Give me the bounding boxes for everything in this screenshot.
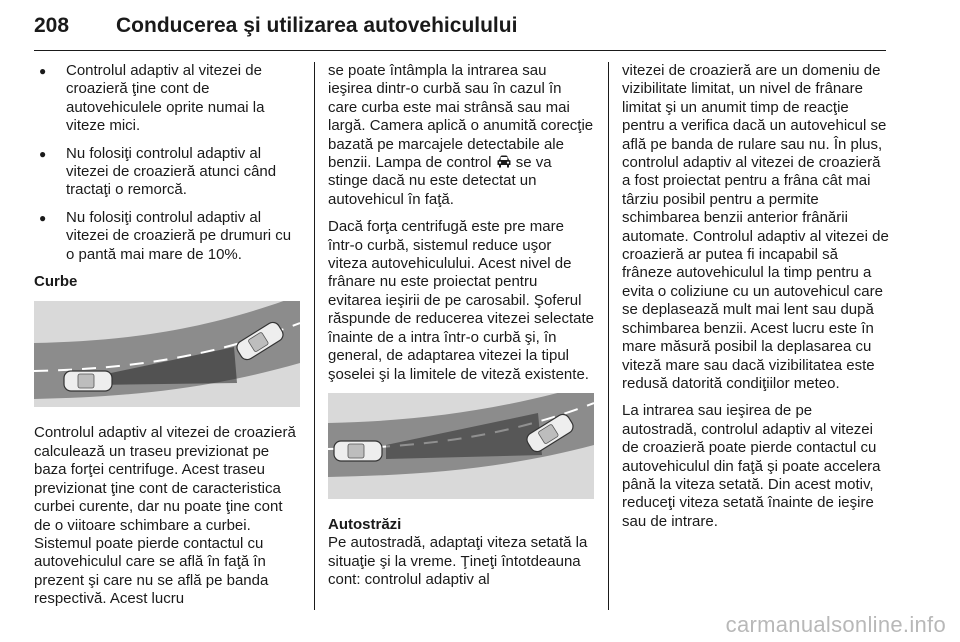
curve-illustration-svg [34,301,300,407]
curve-illustration [328,393,594,499]
bullet-item: ● Nu folosiţi controlul adaptiv al vitezei de croazieră atunci când tractaţi o remorcă. [34,145,300,200]
paragraph: Controlul adaptiv al vitezei de croazieră calculează un traseu previzionat pe baza forţei centrifuge. Acest traseu previzionat ţine cont de caracteristica curbei curente, dar nu poate ţine cont de o viitoare schimbare a curbei. Sistemul poate pierde contactul cu autovehiculul care se află în faţă în prezent şi care nu se află pe banda respectivă. Acest lucru [34,424,296,608]
paragraph [328,62,594,209]
watermark: carmanualsonline.info [725,612,946,637]
paragraph: Pe autostradă, adaptaţi viteza setată la situaţie şi la vreme. Ţineţi întotdeauna cont: controlul adaptiv al [328,534,588,589]
paragraph-text: se poate întâmpla la intrarea sau ieşirea dintr-o curbă sau în cazul în care curba este mai strânsă sau mai largă. Camera aplică o anumită corecţie bazată pe marcajele detectabile ale benzii. Lampa de control [328,62,594,172]
paragraph: La intrarea sau ieşirea de pe autostradă, controlul adaptiv al vitezei de croazieră poate pierde contactul cu autovehiculul din faţă şi poate accelera până la viteza setată. Din acest motiv, reduceţi viteza setată înainte de ieşire sau de intrare. [622,402,881,530]
page-title: Conducerea şi utilizarea autovehiculului [116,14,518,37]
bullet-list [34,62,300,264]
car-icon [64,371,112,391]
section-heading-curbe: Curbe [34,273,78,291]
column-2 [328,62,594,599]
paragraph: Dacă forţa centrifugă este pre mare într-o curbă, sistemul reduce uşor viteza autovehiculului. Acest nivel de frânare nu este proiectat pentru evitarea ieşirii de pe carosabil. Şoferul răspunde de reducerea vitezei selectate înainte de a intra într-o curbă şi, în general, de adaptarea vitezei la tipul şoselei şi la limitele de viteză existente. [328,218,595,383]
bullet-item: ● Controlul adaptiv al vitezei de croazieră ţine cont de autovehiculele oprite numai la viteze mici. [34,62,300,136]
column-divider [608,62,609,610]
car-front-icon [496,155,512,168]
section-heading-autostrazi: Autostrăzi [328,515,402,533]
car-icon [334,441,382,461]
curve-illustration [34,301,300,407]
column-3 [622,62,890,540]
column-1 [34,62,300,618]
paragraph: vitezei de croazieră are un domeniu de vizibilitate limitat, un nivel de frânare limitat şi un anumit timp de reacţie pentru a verifica dacă un autovehicul se află pe banda de rulare sau nu. În plus, controlul adaptiv al vitezei de croazieră a fost proiectat pentru a frâna cât mai târziu posibil pentru a permite schimbarea benzii anterior frânării automate. Controlul adaptiv al vitezei de croazieră ar putea fi incapabil să frâneze autovehiculul la timp pentru a evita o coliziune cu un autovehicul care se deplasează mult mai lent sau după schimbarea benzii. Acest lucru este în mare măsură posibil la deplasarea cu viteză mare sau dacă vizibilitatea este redusă datorită condiţiilor meteo. [622,62,889,392]
curve-illustration-svg [328,393,594,499]
bullet-item: ● Nu folosiţi controlul adaptiv al vitezei de croazieră pe drumuri cu o pantă mai mare de 10%. [34,209,300,264]
page-header [34,10,886,51]
page-number: 208 [34,14,70,37]
paragraph-text: se va stinge dacă nu este detectat un autovehicul în faţă. [328,154,552,208]
column-divider [314,62,315,610]
